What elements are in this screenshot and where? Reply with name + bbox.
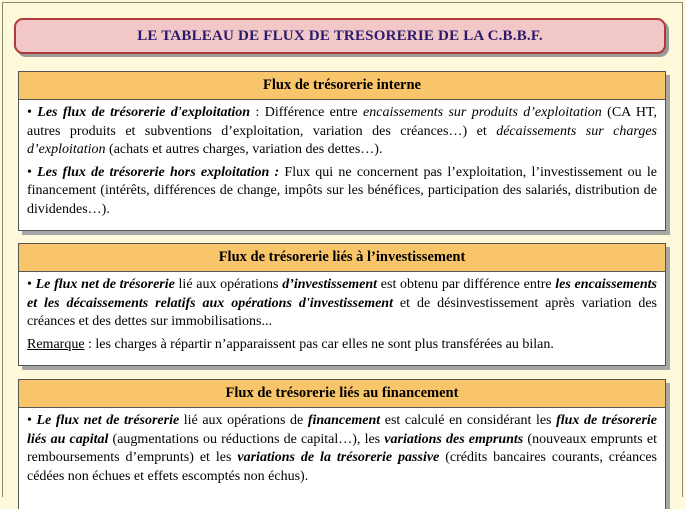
paragraph-net-investment-flow	[27, 276, 657, 332]
section-body	[19, 272, 665, 354]
remark-label: Remarque	[27, 336, 85, 352]
term-capital-flows: flux de trésorerie liés au capital	[27, 413, 658, 447]
paragraph-operating-flows	[27, 104, 657, 160]
paragraph-remark	[27, 336, 657, 355]
text: (nouveaux emprunts et remboursements d’emprunts) et les	[27, 431, 657, 465]
text: (CA HT, autres produits et subventions d’exploitation, variation des créances…) et	[27, 105, 658, 139]
text: : Différence entre	[250, 105, 364, 120]
term-operating-receipts: encaissements sur produits d’exploitation	[363, 105, 602, 120]
text: (augmentations ou réductions de capital…), les	[108, 431, 385, 447]
text: lié aux opérations	[174, 277, 283, 292]
term-non-operating-flows: Les flux de trésorerie hors exploitation :	[37, 164, 280, 180]
paragraph-non-operating-flows	[27, 164, 657, 220]
text: (crédits bancaires courants, créances cédées non échues et effets escomptés non échus).	[27, 450, 657, 484]
text: lié aux opérations de	[179, 413, 308, 428]
text: est obtenu par différence entre	[377, 277, 556, 292]
term-loan-variations: variations des emprunts	[384, 431, 524, 447]
section-heading: Flux de trésorerie interne	[19, 72, 665, 100]
paragraph-net-financing-flow	[27, 412, 657, 486]
term-operating-flows: Les flux de trésorerie d'exploitation	[37, 105, 251, 120]
section-investment-cash-flow	[18, 243, 666, 366]
term-investment: d’investissement	[282, 277, 378, 292]
text: est calculé en considérant les	[380, 413, 557, 428]
section-heading: Flux de trésorerie liés à l’investissement	[19, 244, 665, 272]
bullet: •	[27, 105, 32, 120]
term-operating-disbursements: décaissements sur charges d’exploitation	[27, 123, 657, 157]
section-internal-cash-flow	[18, 71, 666, 231]
section-body	[19, 408, 665, 486]
section-financing-cash-flow	[18, 379, 666, 509]
section-body	[19, 100, 665, 219]
term-investment-receipts-disbursements: les encaissements et les décaissements relatifs aux opérations d'investissement	[27, 277, 657, 311]
term-net-cash-flow: Le flux net de trésorerie	[35, 277, 175, 292]
text: et de désinvestissement après variation des créances et des dettes sur immobilisations...	[27, 295, 658, 329]
term-financing: financement	[307, 413, 381, 428]
remark-text: : les charges à répartir n’apparaissent pas car elles ne sont plus transférées au bilan.	[84, 336, 554, 352]
section-heading: Flux de trésorerie liés au financement	[19, 380, 665, 408]
term-net-cash-flow: Le flux net de trésorerie	[36, 413, 180, 428]
bullet: •	[27, 413, 32, 428]
bullet: •	[27, 277, 32, 292]
text: (achats et autres charges, variation des dettes…).	[105, 142, 383, 157]
text: Flux qui ne concernent pas l’exploitation, l’investissement ou le financement (intérêts, différences de change, impôts sur les bénéfices, participation des salariés, distribution de dividendes…).	[27, 164, 657, 217]
page-title: LE TABLEAU DE FLUX DE TRESORERIE DE LA C.B.B.F.	[14, 18, 666, 54]
bullet: •	[27, 164, 32, 180]
term-passive-treasury-variations: variations de la trésorerie passive	[237, 450, 440, 465]
